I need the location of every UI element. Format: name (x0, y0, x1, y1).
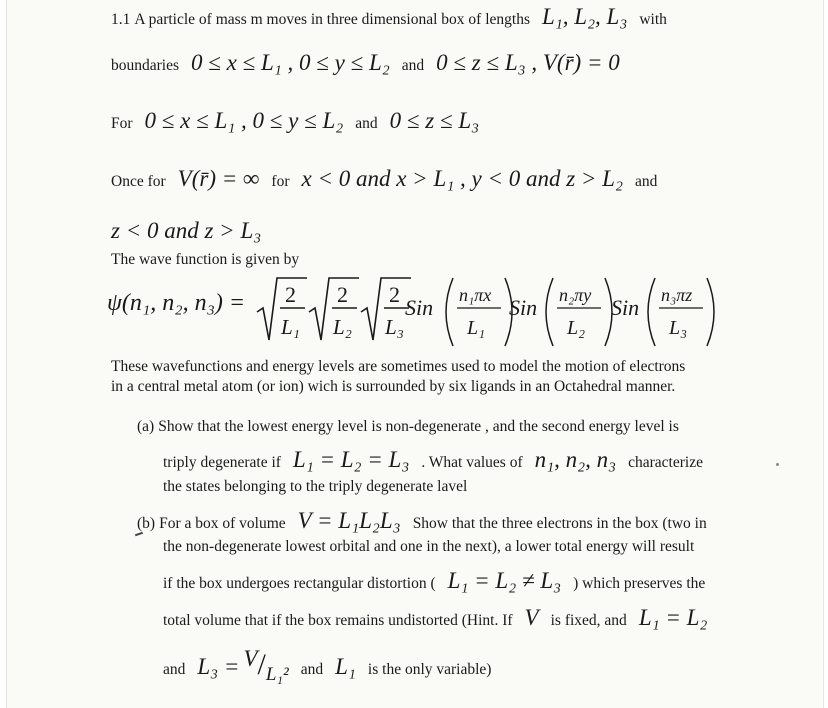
sqrt-denominator-1: L₁ (281, 315, 300, 339)
problem-intro: A particle of mass m moves in three dimensional box of lengths (134, 11, 530, 28)
part-b-text-5c: is the only variable) (367, 661, 492, 678)
problem-line-1 (111, 4, 667, 30)
distortion-equation: L₁ = L₂ ≠ L₃ (447, 568, 562, 593)
part-b-line-1 (137, 508, 707, 534)
condition-expression: x < 0 and x > L₁ , y < 0 and z > L₂ (301, 166, 623, 191)
for-word: For (111, 115, 133, 132)
document-page (6, 0, 824, 708)
box-lengths: L₁, L₂, L₃ (541, 4, 628, 29)
sin-argument-1: n₁πx (459, 285, 492, 305)
part-a-text-2b: . What values of (421, 454, 523, 471)
part-a-label: (a) (137, 418, 155, 435)
part-b-line-2 (163, 538, 694, 556)
part-b-text-1a: For a box of volume (159, 515, 286, 532)
part-a-text-2c: characterize (628, 454, 703, 471)
wave-function-equation (107, 268, 727, 358)
for-expression: 0 ≤ x ≤ L₁ , 0 ≤ y ≤ L₂ (144, 108, 344, 133)
part-b-text-3a: if the box undergoes rectangular distortion ( (163, 575, 436, 592)
problem-line-2 (111, 50, 620, 76)
for-expression-2: 0 ≤ z ≤ L₃ (389, 108, 480, 133)
part-b-text-4b: is fixed, and (550, 612, 627, 629)
problem-line-5 (111, 218, 261, 244)
part-a-equality: L₁ = L₂ = L₃ (292, 447, 410, 472)
boundary-expression: 0 ≤ x ≤ L₁ , 0 ≤ y ≤ L₂ (191, 50, 390, 75)
part-a-text-3: the states belonging to the triply degenerate lavel (163, 478, 468, 495)
model-text-2: in a central metal atom (or ion) wich is surrounded by six ligands in an Octahedral manner. (111, 378, 676, 395)
model-text-line-2 (111, 378, 675, 396)
part-a-line-1 (137, 418, 679, 436)
part-b-text-5a: and (163, 661, 186, 678)
and-word: and (401, 57, 425, 74)
sin-argument-3: n₃πz (661, 285, 693, 305)
model-text-line-1 (111, 358, 685, 376)
part-b-text-3b: ) which preserves the (573, 575, 706, 592)
sin-denominator-2: L₂ (567, 317, 586, 339)
sqrt-denominator-2: L₂ (333, 315, 352, 339)
sin-denominator-3: L₃ (669, 317, 688, 339)
sqrt-numerator-2: 2 (337, 282, 348, 307)
l1-equals-l2: L₁ = L₂ (638, 605, 708, 630)
sqrt-numerator-1: 2 (285, 282, 296, 307)
for-word-2: for (271, 173, 290, 190)
part-b-text-5b: and (300, 661, 324, 678)
paren-right-3 (707, 278, 714, 346)
part-b-line-4 (163, 605, 707, 631)
part-b-text-2: the non-degenerate lowest orbital and one in the next), a lower total energy will result (163, 538, 695, 555)
slash-divider: / (257, 648, 266, 681)
paren-left-3 (648, 278, 655, 346)
with-word: with (639, 11, 667, 28)
part-a-text-1: Show that the lowest energy level is non-degenerate , and the second energy level is (158, 418, 679, 435)
boundary-expression-2: 0 ≤ z ≤ L₃ , V(r̄) = 0 (436, 50, 620, 75)
sin-denominator-1: L₁ (467, 317, 486, 339)
part-b-line-3 (163, 568, 705, 594)
slash-numerator: V (243, 646, 258, 671)
part-a-text-2a: triply degenerate if (163, 454, 281, 471)
stray-dot (776, 463, 779, 466)
part-a-line-3 (163, 478, 467, 496)
part-b-label: (b) (137, 515, 156, 532)
l3-lhs: L₃ = (197, 654, 240, 679)
condition-expression-2: z < 0 and z > L₃ (111, 218, 262, 243)
boundaries-word: boundaries (111, 57, 180, 74)
model-text-1: These wavefunctions and energy levels are sometimes used to model the motion of electrons (111, 358, 686, 375)
volume-symbol: V (524, 605, 539, 630)
sin-function-1: Sin (405, 295, 434, 320)
quantum-numbers: n₁, n₂, n₃ (534, 447, 617, 472)
part-a-line-2 (163, 447, 703, 473)
slash-denominator: L₁² (265, 664, 289, 685)
part-b-line-5 (163, 646, 492, 685)
problem-number: 1.1 (111, 11, 131, 28)
paren-left-1 (446, 278, 453, 346)
and-word-2: and (355, 115, 378, 132)
once-for-word: Once for (111, 173, 166, 190)
sqrt-denominator-3: L₃ (385, 315, 404, 339)
problem-line-4 (111, 166, 657, 192)
paren-left-2 (546, 278, 553, 346)
wave-function-intro: The wave function is given by (111, 251, 300, 268)
l1-variable: L₁ (335, 654, 356, 679)
volume-equation: V = L₁L₂L₃ (297, 508, 401, 533)
sin-function-2: Sin (509, 295, 538, 320)
problem-line-6 (111, 251, 299, 269)
part-b-text-4a: total volume that if the box remains undistorted (Hint. If (163, 612, 513, 629)
sin-function-3: Sin (611, 295, 640, 320)
psi-lhs: ψ(n₁, n₂, n₃) = (107, 290, 246, 316)
problem-line-3 (111, 108, 479, 134)
and-word-3: and (634, 173, 658, 190)
sin-argument-2: n₂πy (559, 285, 592, 305)
part-b-text-1b: Show that the three electrons in the box (two in (412, 515, 707, 532)
sqrt-numerator-3: 2 (389, 282, 400, 307)
infinite-potential-expression: V(r̄) = ∞ (177, 166, 260, 191)
